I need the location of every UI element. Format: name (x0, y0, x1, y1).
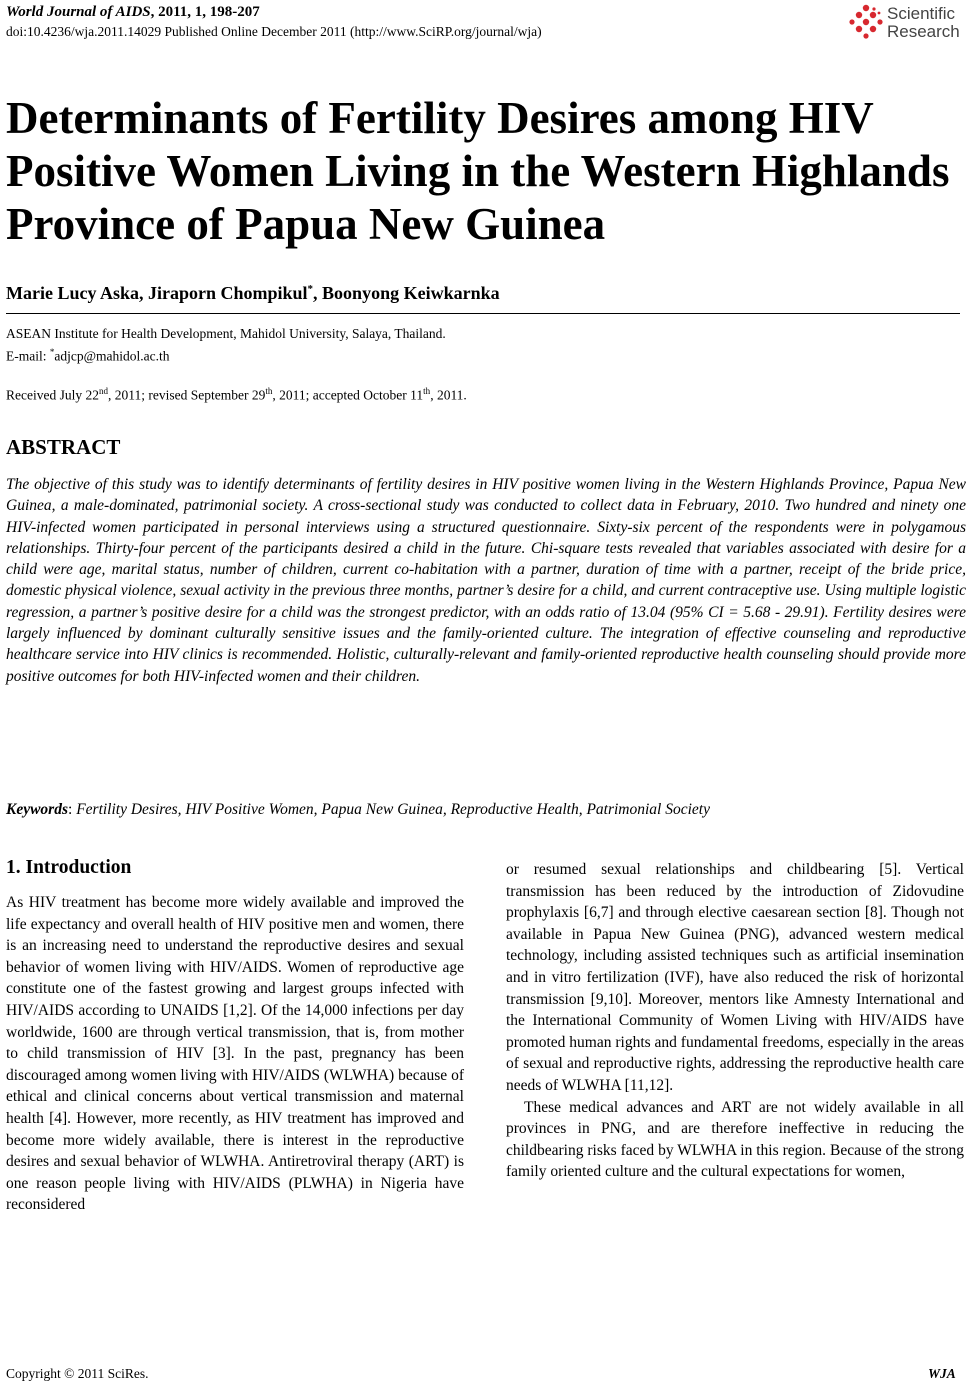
logo-word-research: Research (887, 22, 960, 41)
email-address: adjcp@mahidol.ac.th (54, 348, 170, 364)
received-sup: nd (98, 386, 108, 396)
intro-left-column: As HIV treatment has become more widely available and improved the life expectancy and overall health of HIV positive men and women, there is an increasing need to understand the reproductive desires and sexual behavior of women living with HIV/AIDS. Women of reproductive age constitute one of the fastest growing and largest groups infected with HIV/AIDS according to UNAIDS [1,2]. Of the 14,000 infections per day worldwide, 1600 are through vertical transmission, that is, from mother to child transmission of HIV [3]. In the past, pregnancy has been discouraged among women living with HIV/AIDS (WLWHA) because of ethical and clinical concerns about vertical transmission and maternal health [4]. However, more recently, as HIV treatment has improved and become more widely available, there is interest in the reproductive desires and sexual behavior of WLWHA. Antiretroviral therapy (ART) is one reason people living with HIV/AIDS (PLWHA) in Nigeria have reconsidered (6, 894, 464, 1214)
publisher-logo (848, 2, 970, 44)
title-divider (6, 313, 960, 314)
footer-copyright: Copyright © 2011 SciRes. (6, 1366, 149, 1381)
received-dates (6, 386, 467, 404)
keywords-text: Fertility Desires, HIV Positive Women, Papua New Guinea, Reproductive Health, Patrimonial Society (76, 801, 710, 818)
logo-dot (863, 5, 869, 11)
email-mark: * (49, 347, 55, 357)
intro-paragraph-2: These medical advances and ART are not widely available in all provinces in PNG, and are therefore ineffective in reducing the childbearing risks faced by WLWHA in this region. Because of the strong family oriented culture and the cultural expectations for women, (506, 1098, 964, 1181)
author-1: Marie Lucy Aska, (6, 283, 148, 303)
affiliation-institute: ASEAN Institute for Health Development, Mahidol University, Salaya, Thailand. (6, 326, 446, 341)
scientific-research-logo-icon (848, 4, 884, 40)
keywords-colon: : (68, 801, 77, 818)
author-2: Jiraporn Chompikul (148, 283, 308, 303)
affiliation-email (6, 343, 446, 366)
journal-citation (6, 4, 260, 21)
abstract-heading: ABSTRACT (6, 435, 121, 459)
logo-dot (863, 19, 869, 25)
logo-dot (872, 7, 875, 10)
logo-dot (878, 12, 881, 15)
corresponding-mark: * (307, 283, 314, 295)
logo-word-scientific: Scientific (887, 4, 956, 23)
journal-name: World Journal of AIDS (6, 4, 151, 20)
logo-dot (856, 26, 862, 32)
accepted-part: , 2011; accepted October 11 (272, 387, 424, 403)
logo-dot (877, 19, 882, 24)
author-list (6, 283, 500, 304)
author-3: , Boonyong Keiwkarnka (313, 283, 500, 303)
intro-paragraph-1: or resumed sexual relationships and childbearing [5]. Vertical transmission has been reduced by the introduction of Zidovudine prophylaxis [6,7] and through elective caesarean section [8]. Though not available in Papua New Guinea (PNG), advanced western medical technology, including assisted techniques such as artificial insemination and in vitro fertilization (IVF), have also reduced the risk of horizontal transmission [9,10]. Moreover, mentors like Amnesty International and the International Community of Women Living with HIV/AIDS have promoted human rights and fundamental freedoms, especially in the areas of sexual and reproductive rights, addressing the reproductive health care needs of WLWHA [11,12]. (506, 861, 964, 1094)
revised-part: , 2011; revised September 29 (107, 387, 266, 403)
affiliation (6, 325, 446, 366)
logo-dot (870, 12, 876, 18)
intro-right-column (506, 859, 964, 1183)
revised-sup: th (265, 386, 273, 396)
year-part: , 2011. (430, 387, 467, 403)
journal-issue: , 2011, 1, 198-207 (150, 4, 260, 20)
accepted-sup: th (423, 386, 431, 396)
logo-dot (856, 12, 862, 18)
footer-journal-abbr: WJA (928, 1366, 956, 1381)
keywords (6, 801, 710, 819)
logo-dot (870, 26, 876, 32)
email-label: E-mail: (6, 348, 50, 364)
received-part: Received July 22 (6, 387, 99, 403)
logo-dot (849, 19, 854, 24)
keywords-label: Keywords (6, 801, 68, 818)
section-heading: 1. Introduction (6, 857, 132, 878)
article-title: Determinants of Fertility Desires among HIV Positive Women Living in the Western Highlands Province of Papua New Guinea (6, 93, 950, 249)
logo-dot (863, 33, 868, 38)
abstract-text: The objective of this study was to identify determinants of fertility desires in HIV positive women living in the Western Highlands Province, Papua New Guinea, a male-dominated, patrimonial society. A cross-sectional study was conducted to collect data in February, 2010. Two hundred and ninety one HIV-infected women participated in personal interviews using a structured questionnaire. Sixty-six percent of the respondents were in polygamous relationships. Thirty-four percent of the participants desired a child in the future. Chi-square tests revealed that variables associated with desire for a child were age, marital status, number of children, current co-habitation with a partner, duration of time with a partner, receipt of the bride price, domestic physical violence, sexual activity in the previous three months, partner’s desire for a child, and current contraceptive use. Using multiple logistic regression, a partner’s positive desire for a child was the strongest predictor, with an odds ratio of 13.04 (95% CI = 5.68 - 29.91). Fertility desires were largely influenced by dominant culturally sensitive issues and the family-oriented culture. The integration of effective counseling and reproductive healthcare service into HIV clinics is recommended. Holistic, culturally-relevant and family-oriented reproductive health counseling should provide more positive outcomes for both HIV-infected women and their children. (6, 476, 966, 685)
doi-line: doi:10.4236/wja.2011.14029 Published Online December 2011 (http://www.SciRP.org/journal/wja) (6, 24, 542, 39)
